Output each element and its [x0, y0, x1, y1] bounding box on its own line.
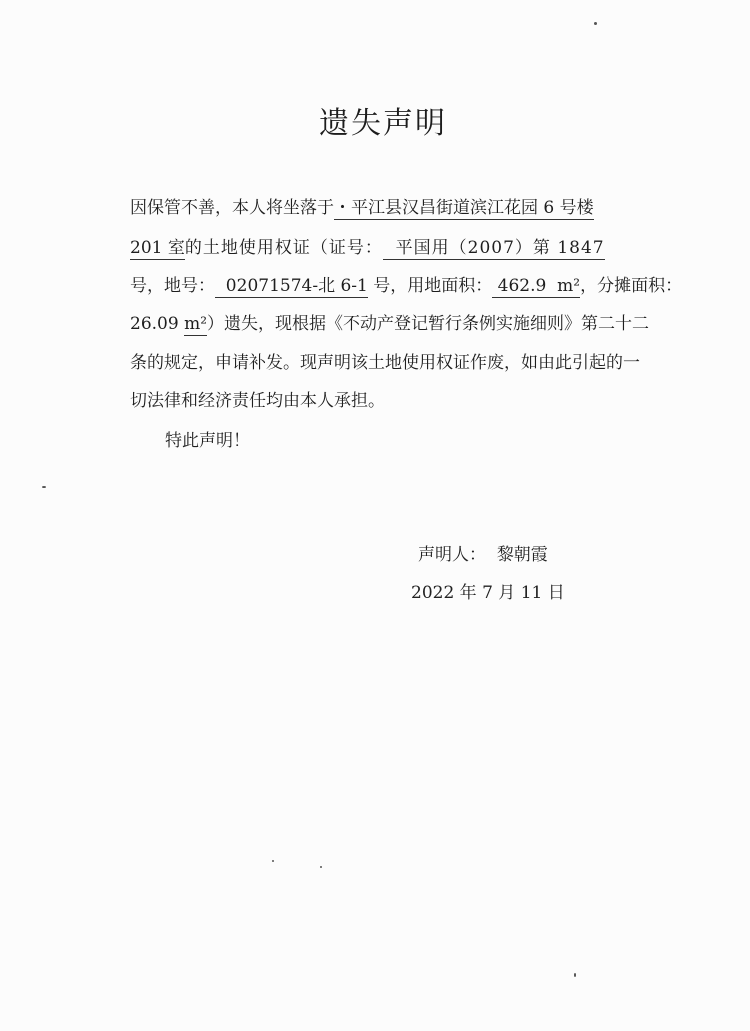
room-underlined: 201 室 — [130, 238, 185, 258]
signature-line — [418, 540, 548, 565]
body-line-7: 特此声明！ — [165, 431, 250, 451]
address-underlined: ・平江县汉昌街道滨江花园 6 号楼 — [334, 198, 594, 218]
text-segment: ，分摊面积： — [580, 276, 683, 296]
scan-speck — [42, 486, 46, 488]
scan-speck — [594, 22, 597, 25]
text-segment: ）遗失，现根据《不动产登记暂行条例实施细则》第二十二 — [207, 314, 650, 334]
scan-speck — [574, 973, 576, 977]
text-segment: 号，地号： — [130, 276, 215, 296]
scan-speck — [272, 860, 274, 862]
signature-name: 黎朝霞 — [496, 545, 548, 565]
shared-area-value: 26.09 — [130, 314, 179, 334]
certificate-number-underlined: 平国用（2007）第 1847 — [382, 238, 605, 258]
scan-speck — [320, 866, 322, 868]
text-segment: 的土地使用权证（证号： — [184, 238, 383, 258]
parcel-number-underlined: 02071574-北 6-1 — [215, 276, 368, 296]
shared-area-unit: m² — [184, 314, 208, 334]
body-line-2 — [130, 233, 640, 258]
signature-label: 声明人： — [418, 545, 486, 565]
body-line-5: 条的规定，申请补发。现声明该土地使用权证作废，如由此引起的一 — [130, 353, 640, 373]
land-area-underlined: 462.9 m² — [492, 276, 581, 296]
body-line-1 — [130, 193, 640, 218]
body-line-4 — [130, 309, 650, 334]
body-line-6: 切法律和经济责任均由本人承担。 — [130, 391, 385, 411]
document-title: 遗失声明 — [319, 106, 447, 141]
text-segment: 因保管不善，本人将坐落于 — [130, 198, 334, 218]
text-segment: 号，用地面积： — [367, 276, 493, 296]
document-date: 2022 年 7 月 11 日 — [411, 583, 565, 603]
body-line-3 — [130, 271, 683, 296]
